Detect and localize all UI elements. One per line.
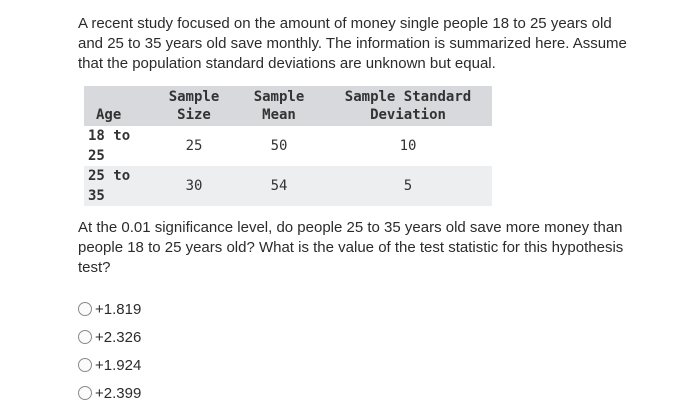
cell-size: 25 [185,138,203,154]
header-age: Age [96,107,122,123]
cell-size: 30 [185,178,203,194]
table-row [84,126,492,166]
answer-option-2[interactable] [78,323,141,351]
radio-button[interactable] [78,330,92,344]
cell-sd: 5 [403,178,413,194]
answer-option-4[interactable] [78,379,141,407]
summary-table [84,86,492,206]
table-header-row [84,86,492,126]
table-row [84,166,492,206]
header-sample-mean: Sample Mean [253,89,305,123]
answer-label: +2.399 [95,384,142,402]
header-sample-size: Sample Size [168,89,220,123]
question-text: A recent study focused on the amount of money single people 18 to 25 years old and 25 to 35 years old save monthly. The information is summarized here. Assume that the population standard deviations are unknown but equal. [78,15,627,72]
cell-mean: 54 [270,178,288,194]
prompt-text: At the 0.01 significance level, do people 25 to 35 years old save more money than people 18 to 25 years old? What is the value of the test statistic for this hypothesis test? [78,219,624,276]
cell-age: 18 to 25 [88,128,131,164]
cell-sd: 10 [399,138,417,154]
answer-label: +1.819 [95,300,142,318]
radio-button[interactable] [78,358,92,372]
answer-option-3[interactable] [78,351,141,379]
radio-button[interactable] [78,386,92,400]
answer-label: +1.924 [95,356,142,374]
radio-button[interactable] [78,302,92,316]
answer-options [78,295,141,407]
cell-mean: 50 [270,138,288,154]
answer-option-1[interactable] [78,295,141,323]
answer-label: +2.326 [95,328,142,346]
header-sample-sd: Sample Standard Deviation [344,89,472,123]
cell-age: 25 to 35 [88,168,131,204]
